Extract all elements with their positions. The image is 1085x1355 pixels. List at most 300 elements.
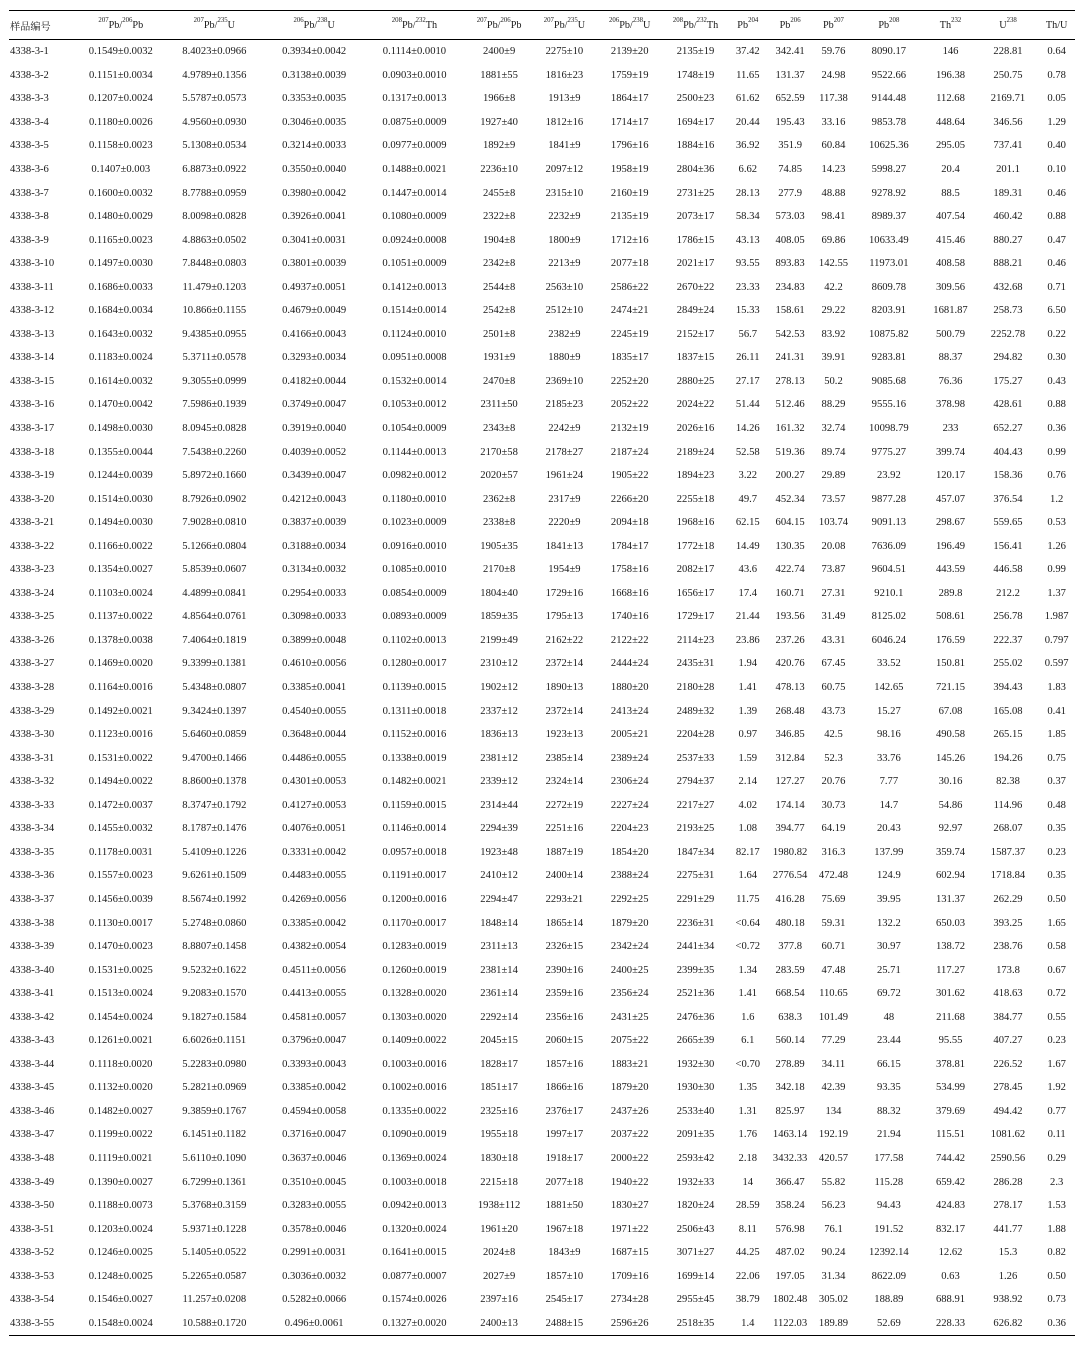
table-cell: 604.15 — [775, 517, 805, 529]
table-cell: 2397±16 — [480, 1294, 518, 1306]
table-cell: 2082±17 — [676, 564, 715, 576]
table-cell: 1848±14 — [480, 917, 518, 929]
table-cell: 1587.37 — [990, 846, 1026, 858]
column-header — [768, 11, 813, 40]
table-cell: 3.22 — [738, 470, 758, 482]
table-cell: 825.97 — [775, 1105, 805, 1117]
table-cell: 0.1369±0.0024 — [382, 1152, 447, 1164]
sample-id-cell: 4338-3-45 — [10, 1082, 55, 1094]
table-cell: 668.54 — [775, 988, 805, 1000]
table-row — [9, 746, 1075, 770]
table-cell: 120.17 — [935, 470, 966, 482]
table-cell: 26.11 — [736, 352, 760, 364]
table-cell: 222.37 — [993, 634, 1023, 646]
table-cell: 0.1207±0.0024 — [88, 93, 153, 105]
table-cell: 0.1139±0.0015 — [382, 682, 447, 694]
table-cell: 31.34 — [821, 1270, 846, 1282]
column-header — [265, 11, 363, 40]
sample-id-cell: 4338-3-48 — [10, 1152, 55, 1164]
table-cell: 1081.62 — [990, 1129, 1026, 1141]
sample-id-cell: 4338-3-2 — [10, 69, 49, 81]
table-cell: 0.3716±0.0047 — [282, 1129, 347, 1141]
table-cell: 2024±22 — [676, 399, 715, 411]
table-cell: 2474±21 — [610, 305, 649, 317]
header-text: U — [999, 19, 1007, 31]
table-cell: 4.8863±0.0502 — [182, 234, 247, 246]
table-cell: 0.1180±0.0010 — [382, 493, 447, 505]
table-cell: 0.1164±0.0016 — [88, 682, 153, 694]
table-cell: 8.0098±0.0828 — [182, 211, 247, 223]
table-cell: 0.1158±0.0023 — [88, 140, 153, 152]
table-cell: 1884±16 — [676, 140, 715, 152]
table-cell: 262.29 — [993, 893, 1023, 905]
table-cell: 3432.33 — [772, 1152, 808, 1164]
table-cell: 0.1472±0.0037 — [88, 799, 153, 811]
table-cell: 0.3393±0.0043 — [282, 1058, 347, 1070]
header-text: Pb/ — [303, 19, 318, 31]
table-cell: 161.32 — [775, 423, 805, 435]
table-cell: 366.47 — [775, 1176, 805, 1188]
table-cell: 10.588±0.1720 — [182, 1317, 247, 1329]
table-cell: 43.73 — [821, 705, 846, 717]
table-cell: 2251±16 — [545, 823, 584, 835]
table-cell: 0.88 — [1047, 211, 1066, 223]
table-cell: 2880±25 — [676, 375, 715, 387]
table-cell: 5.1266±0.0804 — [182, 540, 247, 552]
table-cell: 0.64 — [1047, 46, 1066, 58]
header-text: Pb — [822, 19, 834, 31]
table-cell: 1890±13 — [545, 682, 584, 694]
column-header — [9, 11, 78, 40]
table-cell: 1828±17 — [480, 1058, 518, 1070]
sample-id-cell: 4338-3-24 — [10, 587, 55, 599]
table-row — [9, 370, 1075, 394]
table-cell: 8.8807±0.1458 — [182, 941, 247, 953]
table-cell: 2242±9 — [548, 423, 581, 435]
table-row — [9, 1217, 1075, 1241]
table-cell: 0.72 — [1047, 988, 1066, 1000]
table-cell: 1687±15 — [610, 1247, 649, 1259]
table-cell: 0.3578±0.0046 — [282, 1223, 347, 1235]
table-cell: 2437±26 — [610, 1105, 649, 1117]
table-cell: 1851±17 — [480, 1082, 518, 1094]
table-cell: 2292±25 — [610, 893, 649, 905]
table-cell: 312.84 — [775, 752, 805, 764]
table-cell: 0.1494±0.0030 — [88, 517, 153, 529]
sample-id-cell: 4338-3-38 — [10, 917, 55, 929]
table-cell: 1.83 — [1047, 682, 1066, 694]
table-cell: 0.41 — [1047, 705, 1066, 717]
table-cell: 89.74 — [821, 446, 846, 458]
column-header — [596, 11, 663, 40]
table-row — [9, 699, 1075, 723]
sample-id-cell: 4338-3-17 — [10, 423, 55, 435]
table-cell: 0.4039±0.0052 — [282, 446, 347, 458]
table-cell: 43.31 — [821, 634, 846, 646]
table-cell: 1913±9 — [548, 93, 581, 105]
table-cell: 0.1335±0.0022 — [382, 1105, 447, 1117]
table-cell: 0.77 — [1047, 1105, 1066, 1117]
table-cell: 1932±33 — [676, 1176, 715, 1188]
table-cell: 432.68 — [993, 281, 1023, 293]
table-cell: 2734±28 — [610, 1294, 649, 1306]
table-body — [9, 40, 1075, 1336]
sample-id-cell: 4338-3-23 — [10, 564, 55, 576]
table-cell: 2388±24 — [610, 870, 649, 882]
table-cell: 415.46 — [935, 234, 966, 246]
table-cell: 2232±9 — [548, 211, 581, 223]
sample-id-cell: 4338-3-28 — [10, 682, 55, 694]
table-cell: 1857±16 — [545, 1058, 584, 1070]
table-cell: 2217±27 — [676, 799, 715, 811]
table-cell: 0.48 — [1047, 799, 1066, 811]
table-cell: 52.69 — [876, 1317, 901, 1329]
table-cell: 277.9 — [778, 187, 803, 199]
table-cell: 0.3046±0.0035 — [282, 116, 347, 128]
table-cell: 25.71 — [876, 964, 901, 976]
table-cell: 1.85 — [1047, 729, 1066, 741]
table-cell: 201.1 — [996, 164, 1020, 175]
table-cell: 59.31 — [821, 917, 846, 929]
table-cell: 194.26 — [993, 752, 1023, 764]
table-cell: 11.257±0.0208 — [182, 1294, 247, 1306]
table-cell: 1887±19 — [545, 846, 584, 858]
table-cell: 2037±22 — [610, 1129, 649, 1141]
table-cell: 0.1311±0.0018 — [382, 705, 447, 717]
table-cell: 286.28 — [993, 1176, 1023, 1188]
table-cell: 10098.79 — [868, 423, 909, 435]
table-cell: 2135±19 — [676, 46, 715, 58]
table-cell: 10633.49 — [868, 234, 909, 246]
table-cell: 2372±14 — [545, 705, 584, 717]
table-cell: 2521±36 — [676, 988, 715, 1000]
sample-id-cell: 4338-3-8 — [10, 211, 49, 223]
table-cell: 2337±12 — [480, 705, 518, 717]
table-cell: 110.65 — [819, 988, 848, 1000]
table-cell: 1968±16 — [676, 517, 715, 529]
table-cell: 2324±14 — [545, 776, 584, 788]
table-cell: 200.27 — [775, 470, 805, 482]
table-cell: 737.41 — [993, 140, 1023, 152]
table-cell: 0.1132±0.0020 — [88, 1082, 153, 1094]
table-cell: 82.38 — [996, 776, 1020, 788]
table-cell: 0.3353±0.0035 — [282, 93, 347, 105]
table-cell: 88.32 — [876, 1105, 901, 1117]
table-cell: 4.8564±0.0761 — [182, 611, 247, 623]
table-cell: 1.6 — [741, 1011, 755, 1023]
table-cell: 0.43 — [1047, 375, 1066, 387]
table-cell: 2372±14 — [545, 658, 584, 670]
table-cell: 9210.1 — [874, 587, 904, 599]
table-cell: 1938±112 — [477, 1200, 521, 1212]
header-text: Pb/ — [108, 19, 123, 31]
table-cell: 15.3 — [998, 1247, 1018, 1259]
table-cell: 2400±13 — [480, 1317, 518, 1329]
table-cell: 76.1 — [824, 1223, 843, 1235]
table-cell: 376.54 — [993, 493, 1023, 505]
table-cell: 124.9 — [876, 870, 901, 882]
table-cell: 5.6460±0.0859 — [182, 729, 247, 741]
table-cell: 1883±21 — [610, 1058, 649, 1070]
table-cell: 346.56 — [993, 116, 1023, 128]
table-cell: 6.1451±0.1182 — [182, 1129, 247, 1141]
table-cell: <0.72 — [735, 941, 761, 953]
table-cell: 8622.09 — [871, 1270, 907, 1282]
table-cell: 652.59 — [775, 93, 805, 105]
table-cell: 0.1455±0.0032 — [88, 823, 153, 835]
table-cell: 1812±16 — [545, 116, 584, 128]
table-cell: 2005±21 — [610, 729, 649, 741]
header-mass-number: 232 — [696, 17, 707, 25]
table-cell: 2356±16 — [545, 1011, 584, 1023]
table-cell: 0.1054±0.0009 — [382, 423, 447, 435]
table-cell: 29.89 — [821, 470, 846, 482]
table-cell: 0.1407±0.003 — [91, 164, 151, 175]
sample-id-cell: 4338-3-33 — [10, 799, 55, 811]
table-cell: 90.24 — [821, 1247, 846, 1259]
table-cell: 2275±10 — [545, 46, 584, 58]
table-cell: 8203.91 — [871, 305, 907, 317]
table-cell: 8.7926±0.0902 — [182, 493, 247, 505]
table-cell: 2470±8 — [482, 375, 516, 387]
header-mass-number: 208 — [889, 17, 900, 25]
table-cell: 24.98 — [821, 69, 846, 81]
table-cell: 0.1178±0.0031 — [88, 846, 153, 858]
table-cell: 1712±16 — [610, 234, 649, 246]
table-cell: 2026±16 — [676, 423, 715, 435]
table-cell: 1961±24 — [545, 470, 584, 482]
table-cell: 407.27 — [993, 1035, 1023, 1047]
sample-id-cell: 4338-3-52 — [10, 1247, 55, 1259]
table-cell: 1.59 — [738, 752, 758, 764]
table-cell: 5.1405±0.0522 — [182, 1247, 247, 1259]
column-header — [923, 11, 977, 40]
table-cell: 0.1248±0.0025 — [88, 1270, 153, 1282]
table-cell: 0.1124±0.0010 — [382, 328, 447, 340]
table-cell: 9.3424±0.1397 — [182, 705, 247, 717]
table-cell: 559.65 — [993, 517, 1023, 529]
table-cell: 137.99 — [874, 846, 904, 858]
table-cell: 0.4937±0.0051 — [282, 281, 347, 293]
sample-id-cell: 4338-3-35 — [10, 846, 55, 858]
table-cell: 0.1614±0.0032 — [88, 375, 153, 387]
table-cell: 43.13 — [735, 234, 760, 246]
table-cell: 1759±19 — [610, 69, 649, 81]
table-cell: 22.06 — [735, 1270, 760, 1282]
table-cell: 8.3747±0.1792 — [182, 799, 247, 811]
sample-id-cell: 4338-3-12 — [10, 305, 55, 317]
sample-id-cell: 4338-3-32 — [10, 776, 55, 788]
table-cell: 0.1494±0.0022 — [88, 776, 153, 788]
table-cell: 6.6026±0.1151 — [182, 1035, 247, 1047]
table-cell: 1122.03 — [773, 1317, 808, 1329]
table-cell: 0.10 — [1047, 164, 1066, 175]
table-cell: 115.28 — [874, 1176, 904, 1188]
table-cell: 1.64 — [738, 870, 758, 882]
table-cell: 2245±19 — [610, 328, 649, 340]
table-cell: 422.74 — [775, 564, 805, 576]
table-cell: 0.1151±0.0034 — [88, 69, 153, 81]
header-mass-number: 235 — [567, 17, 578, 25]
table-cell: 0.1119±0.0021 — [89, 1152, 153, 1164]
table-cell: 0.3134±0.0032 — [282, 564, 347, 576]
table-cell: 0.0957±0.0018 — [382, 846, 447, 858]
table-cell: 30.73 — [821, 799, 846, 811]
table-cell: 0.50 — [1047, 893, 1066, 905]
table-cell: 11.65 — [736, 69, 760, 81]
table-cell: 1.39 — [738, 705, 758, 717]
header-text: Th — [425, 19, 438, 31]
table-cell: 2361±14 — [480, 988, 518, 1000]
table-cell: 1.31 — [738, 1105, 758, 1117]
table-cell: 1881±50 — [545, 1200, 584, 1212]
table-cell: 0.3637±0.0046 — [282, 1152, 347, 1164]
table-cell: 0.3214±0.0033 — [282, 140, 347, 152]
table-cell: 0.1355±0.0044 — [88, 446, 153, 458]
table-cell: 59.76 — [821, 46, 846, 58]
sample-id-cell: 4338-3-25 — [10, 611, 55, 623]
table-cell: 2500±23 — [676, 93, 715, 105]
header-text: Pb/ — [486, 19, 501, 31]
header-mass-number: 208 — [672, 17, 684, 25]
table-cell: 0.1144±0.0013 — [382, 446, 447, 458]
table-cell: 14.7 — [879, 799, 899, 811]
table-cell: 5.2821±0.0969 — [182, 1082, 247, 1094]
table-cell: 1820±24 — [676, 1200, 715, 1212]
table-cell: 130.35 — [775, 540, 805, 552]
header-mass-number: 207 — [193, 17, 204, 25]
table-cell: 42.2 — [824, 281, 843, 293]
table-cell: 0.1531±0.0025 — [88, 964, 153, 976]
table-cell: 2322±8 — [482, 211, 516, 223]
table-cell: 2160±19 — [610, 187, 649, 199]
table-cell: 20.4 — [941, 164, 960, 175]
table-cell: 448.64 — [935, 116, 966, 128]
table-cell: 196.49 — [935, 540, 966, 552]
table-cell: 2804±36 — [676, 164, 715, 175]
table-cell: 0.1166±0.0022 — [88, 540, 153, 552]
column-header — [164, 11, 265, 40]
table-cell: 23.92 — [876, 470, 901, 482]
table-cell: 0.4540±0.0055 — [282, 705, 347, 717]
table-cell: 1694±17 — [676, 116, 715, 128]
table-cell: 64.19 — [821, 823, 846, 835]
table-cell: 2431±25 — [610, 1011, 649, 1023]
table-cell: 2389±24 — [610, 752, 649, 764]
table-cell: 0.71 — [1047, 281, 1066, 293]
table-cell: 1786±15 — [676, 234, 715, 246]
table-cell: 12392.14 — [868, 1247, 909, 1259]
header-text: Pb/ — [619, 19, 633, 31]
table-cell: 2227±24 — [610, 799, 649, 811]
table-cell: 0.1447±0.0014 — [382, 187, 447, 199]
table-cell: 268.07 — [993, 823, 1023, 835]
table-cell: 457.07 — [935, 493, 966, 505]
table-cell: 75.69 — [821, 893, 846, 905]
table-cell: 36.92 — [735, 140, 760, 152]
table-cell: 0.3749±0.0047 — [282, 399, 347, 411]
header-mass-number: 206 — [500, 17, 511, 25]
table-cell: 0.0916±0.0010 — [382, 540, 447, 552]
table-cell: 472.48 — [818, 870, 849, 882]
table-cell: 38.79 — [735, 1294, 760, 1306]
table-cell: 0.3188±0.0034 — [282, 540, 347, 552]
table-cell: 0.4486±0.0055 — [282, 752, 347, 764]
table-cell: 88.29 — [821, 399, 846, 411]
table-cell: 0.3510±0.0045 — [282, 1176, 347, 1188]
table-cell: 316.3 — [821, 846, 846, 858]
table-cell: 2266±20 — [610, 493, 649, 505]
table-row — [9, 440, 1075, 464]
table-cell: 0.1261±0.0021 — [88, 1035, 153, 1047]
table-cell: 9.5232±0.1622 — [182, 964, 247, 976]
table-cell: 2314±44 — [480, 799, 518, 811]
table-cell: 0.1085±0.0010 — [382, 564, 447, 576]
table-cell: 0.5282±0.0066 — [282, 1294, 347, 1306]
table-cell: 69.86 — [821, 234, 846, 246]
table-cell: 73.57 — [821, 493, 846, 505]
table-row — [9, 794, 1075, 818]
table-cell: 2400±14 — [545, 870, 584, 882]
table-cell: 2021±17 — [676, 258, 715, 270]
table-cell: 2518±35 — [676, 1317, 715, 1329]
table-cell: 0.30 — [1047, 352, 1066, 364]
table-cell: 5.6110±0.1090 — [182, 1152, 247, 1164]
table-cell: 0.3980±0.0042 — [282, 187, 347, 199]
sample-id-cell: 4338-3-39 — [10, 941, 55, 953]
table-cell: 0.4269±0.0056 — [282, 893, 347, 905]
table-cell: 1892±9 — [482, 140, 516, 152]
table-cell: 48.88 — [821, 187, 846, 199]
table-cell: 416.28 — [775, 893, 805, 905]
table-cell: 49.7 — [738, 493, 758, 505]
table-cell: 1796±16 — [610, 140, 649, 152]
table-cell: 424.83 — [935, 1200, 966, 1212]
table-row — [9, 1241, 1075, 1265]
table-cell: 0.3138±0.0039 — [282, 69, 347, 81]
table-cell: 0.1170±0.0017 — [382, 917, 447, 929]
table-cell: 1879±20 — [610, 917, 649, 929]
table-cell: 0.3331±0.0042 — [282, 846, 347, 858]
table-cell: 0.40 — [1047, 140, 1066, 152]
header-text: Pb — [132, 19, 144, 31]
table-cell: 2252±20 — [610, 375, 649, 387]
table-cell: 7.5438±0.2260 — [182, 446, 247, 458]
table-cell: 30.16 — [938, 776, 963, 788]
table-cell: 0.1470±0.0042 — [88, 399, 153, 411]
sample-id-cell: 4338-3-9 — [10, 234, 49, 246]
table-cell: 10625.36 — [868, 140, 909, 152]
table-cell: 378.98 — [935, 399, 966, 411]
table-cell: 278.13 — [775, 375, 805, 387]
table-cell: 0.3385±0.0042 — [282, 917, 347, 929]
table-cell: 0.1246±0.0025 — [88, 1247, 153, 1259]
table-cell: 7.9028±0.0810 — [182, 517, 247, 529]
table-cell: 4.4899±0.0841 — [182, 587, 247, 599]
table-cell: 241.31 — [775, 352, 805, 364]
table-cell: 233 — [942, 423, 959, 435]
table-cell: 1961±20 — [480, 1223, 518, 1235]
table-row — [9, 1264, 1075, 1288]
header-mass-number: 238 — [1006, 17, 1017, 25]
table-cell: 0.1199±0.0022 — [88, 1129, 153, 1141]
sample-id-cell: 4338-3-7 — [10, 187, 49, 199]
table-cell: 721.15 — [935, 682, 966, 694]
table-cell: 309.56 — [935, 281, 966, 293]
table-cell: 62.15 — [735, 517, 760, 529]
table-cell: 893.83 — [775, 258, 805, 270]
table-cell: 384.77 — [993, 1011, 1023, 1023]
